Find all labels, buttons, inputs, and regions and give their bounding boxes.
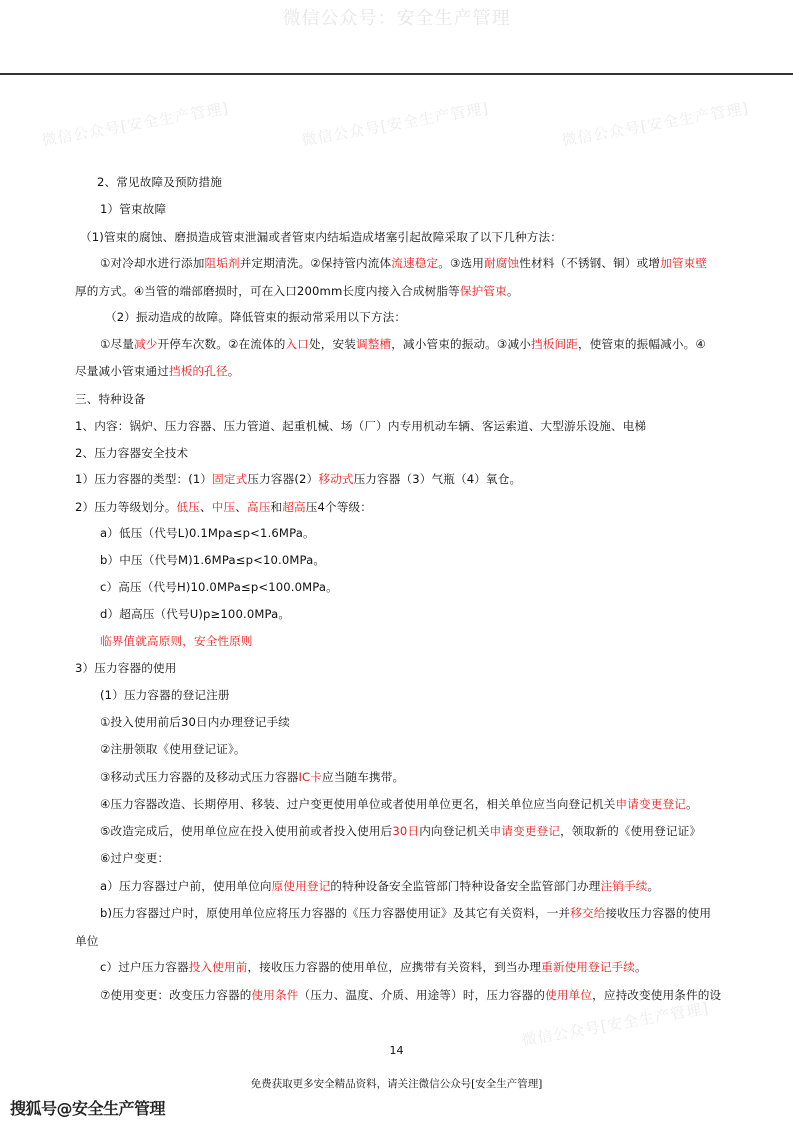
text-line bbox=[100, 742, 246, 756]
text-line bbox=[100, 770, 404, 784]
text-line bbox=[75, 284, 519, 298]
text-segment: 的特种设备安全监管部门特种设备安全监管部门办理 bbox=[330, 879, 601, 893]
highlighted-text: 固定式 bbox=[212, 472, 248, 486]
text-line bbox=[75, 419, 646, 433]
text-segment: 。③选用 bbox=[438, 256, 484, 270]
text-segment: 应当随车携带。 bbox=[322, 770, 405, 784]
text-segment: （2）振动造成的故障。降低管束的振动常采用以下方法： bbox=[105, 310, 407, 324]
text-segment: b)压力容器过户时，原使用单位应将压力容器的《压力容器使用证》及其它有关资料，一并 bbox=[100, 906, 571, 920]
text-line bbox=[100, 715, 290, 729]
text-segment: 压力容器(2） bbox=[247, 472, 319, 486]
text-line bbox=[75, 500, 372, 514]
text-line bbox=[100, 906, 711, 920]
text-segment: （1)管束的腐蚀、磨损造成管束泄漏或者管束内结垢造成堵塞引起故障采取了以下几种方法： bbox=[80, 230, 562, 244]
text-segment: 2、常见故障及预防措施 bbox=[97, 175, 222, 189]
text-segment: a）压力容器过户前，使用单位向 bbox=[100, 879, 272, 893]
text-segment: ①尽量 bbox=[100, 337, 135, 351]
text-line bbox=[75, 392, 145, 406]
text-line bbox=[100, 797, 698, 811]
highlighted-text: 中压 bbox=[211, 500, 236, 514]
text-segment: ，接收压力容器的使用单位，应携带有关资料，到当办理 bbox=[247, 960, 542, 974]
text-line bbox=[100, 256, 707, 270]
text-line bbox=[100, 851, 169, 865]
text-line bbox=[75, 661, 176, 675]
text-segment: 压4个等级： bbox=[305, 500, 372, 514]
text-line bbox=[100, 988, 721, 1002]
text-line bbox=[100, 607, 290, 621]
text-segment: 处，安装 bbox=[309, 337, 356, 351]
text-segment: c）高压（代号H)10.0MPa≤p<100.0MPa。 bbox=[100, 580, 338, 594]
text-segment: (1）压力容器的登记注册 bbox=[100, 688, 230, 702]
highlighted-text: 低压 bbox=[176, 500, 200, 514]
highlighted-text: 挡板间距 bbox=[530, 337, 578, 351]
text-line bbox=[100, 879, 659, 893]
highlighted-text: IC卡 bbox=[298, 770, 323, 784]
text-line bbox=[100, 553, 325, 567]
text-segment: 厚的方式。④当管的端部磨损时，可在入口200mm长度内接入合成树脂等 bbox=[75, 284, 460, 298]
text-segment: d）超高压（代号U)p≥100.0MPa。 bbox=[100, 607, 291, 621]
text-line bbox=[75, 364, 239, 378]
watermark-text: 微信公众号[安全生产管理] bbox=[40, 99, 231, 150]
highlighted-text: 注销手续 bbox=[600, 879, 648, 893]
text-segment: ④压力容器改造、长期停用、移装、过户变更使用单位或者使用单位更名，相关单位应当向登记机关 bbox=[100, 797, 616, 811]
highlighted-text: 使用单位 bbox=[545, 988, 593, 1002]
text-segment: 和 bbox=[270, 500, 283, 514]
highlighted-text: 阻垢剂 bbox=[204, 256, 240, 270]
text-line bbox=[100, 960, 647, 974]
highlighted-text: 挡板的孔径 bbox=[168, 364, 228, 378]
highlighted-text: 流速稳定 bbox=[391, 256, 439, 270]
text-segment: ，应持改变使用条件的设 bbox=[592, 988, 722, 1002]
text-segment: 。 bbox=[647, 879, 660, 893]
text-segment: （压力、温度、介质、用途等）时，压力容器的 bbox=[298, 988, 546, 1002]
text-segment: 2）压力等级划分。 bbox=[75, 500, 177, 514]
text-segment: ③移动式压力容器的及移动式压力容器 bbox=[100, 770, 299, 784]
text-segment: ，领取新的《使用登记证》 bbox=[560, 824, 702, 838]
text-segment: ①对冷却水进行添加 bbox=[100, 256, 205, 270]
highlighted-text: 移动式 bbox=[318, 472, 354, 486]
text-line bbox=[100, 824, 701, 838]
text-line bbox=[100, 337, 706, 351]
text-line bbox=[105, 310, 406, 324]
text-segment: 。 bbox=[227, 364, 240, 378]
text-segment: ⑦使用变更：改变压力容器的 bbox=[100, 988, 252, 1002]
page-number: 14 bbox=[389, 1044, 404, 1057]
text-segment: 3）压力容器的使用 bbox=[75, 661, 177, 675]
text-segment: c）过户压力容器 bbox=[100, 960, 189, 974]
text-segment: 。 bbox=[635, 960, 647, 974]
header-divider bbox=[0, 73, 793, 75]
text-line bbox=[97, 175, 222, 189]
text-line bbox=[75, 446, 188, 460]
highlighted-text: 投入使用前 bbox=[188, 960, 248, 974]
highlighted-text: 申请变更登记 bbox=[489, 824, 561, 838]
highlighted-text: 减少 bbox=[134, 337, 158, 351]
text-segment: 开停车次数。②在流体的 bbox=[157, 337, 286, 351]
highlighted-text: 高压 bbox=[246, 500, 271, 514]
text-line bbox=[100, 526, 315, 540]
text-segment: ，使管束的振幅减小。④ bbox=[577, 337, 706, 351]
sohu-watermark: 搜狐号@安全生产管理 bbox=[10, 1099, 166, 1118]
text-segment: 1）管束故障 bbox=[100, 202, 167, 216]
highlighted-text: 重新使用登记手续 bbox=[541, 960, 636, 974]
text-segment: ⑥过户变更： bbox=[100, 851, 170, 865]
text-segment: 性材料（不锈钢、铜）或增 bbox=[519, 256, 661, 270]
text-segment: ⑤改造完成后，使用单位应在投入使用前或者投入使用后 bbox=[100, 824, 393, 838]
watermark-text: 微信公众号[安全生产管理] bbox=[520, 999, 711, 1050]
text-segment: 1）压力容器的类型：(1） bbox=[75, 472, 213, 486]
highlighted-text: 临界值就高原则，安全性原则 bbox=[100, 634, 253, 648]
highlighted-text: 申请变更登记 bbox=[615, 797, 686, 811]
highlighted-text: 入口 bbox=[285, 337, 310, 351]
highlighted-text: 30日 bbox=[392, 824, 420, 838]
highlighted-text: 加管束壁 bbox=[660, 256, 708, 270]
text-segment: ②注册领取《使用登记证》。 bbox=[100, 742, 246, 756]
highlighted-text: 使用条件 bbox=[251, 988, 299, 1002]
text-segment: 内向登记机关 bbox=[419, 824, 490, 838]
text-line bbox=[80, 230, 562, 244]
text-segment: 2、压力容器安全技术 bbox=[75, 446, 189, 460]
text-line bbox=[100, 688, 230, 702]
watermark-text: 微信公众号[安全生产管理] bbox=[560, 99, 751, 150]
text-segment: 、 bbox=[199, 500, 212, 514]
text-segment: b）中压（代号M)1.6MPa≤p<10.0MPa。 bbox=[100, 553, 326, 567]
text-segment: 。 bbox=[686, 797, 698, 811]
text-segment: ①投入使用前后30日内办理登记手续 bbox=[100, 715, 291, 729]
text-line bbox=[100, 580, 338, 594]
highlighted-text: 调整槽 bbox=[356, 337, 392, 351]
text-line bbox=[100, 634, 253, 648]
watermark-text: 微信公众号[安全生产管理] bbox=[300, 99, 491, 150]
highlighted-text: 超高 bbox=[282, 500, 306, 514]
text-segment: 尽量减小管束通过 bbox=[75, 364, 169, 378]
text-segment: 压力容器（3）气瓶（4）氧仓。 bbox=[353, 472, 522, 486]
text-line bbox=[75, 934, 99, 948]
footer-text: 免费获取更多安全精品资料，请关注微信公众号[安全生产管理] bbox=[250, 1078, 543, 1090]
text-segment: ，减小管束的振动。③减小 bbox=[391, 337, 531, 351]
text-segment: 、 bbox=[235, 500, 247, 514]
text-segment: a）低压（代号L)0.1Mpa≤p<1.6MPa。 bbox=[100, 526, 315, 540]
text-segment: 并定期清洗。②保持管内流体 bbox=[239, 256, 392, 270]
text-line bbox=[75, 472, 521, 486]
text-segment: 接收压力容器的使用 bbox=[605, 906, 712, 920]
highlighted-text: 原使用登记 bbox=[271, 879, 331, 893]
text-line bbox=[100, 202, 166, 216]
text-segment: 三、特种设备 bbox=[75, 392, 146, 406]
text-segment: 1、内容：锅炉、压力容器、压力管道、起重机械、场（厂）内专用机动车辆、客运索道、大型游乐设施、电梯 bbox=[75, 419, 647, 433]
highlighted-text: 耐腐蚀 bbox=[483, 256, 520, 270]
text-segment: 单位 bbox=[75, 934, 99, 948]
text-segment: 。 bbox=[506, 284, 519, 298]
highlighted-text: 保护管束 bbox=[459, 284, 507, 298]
highlighted-text: 移交给 bbox=[570, 906, 606, 920]
header-watermark: 微信公众号：安全生产管理 bbox=[282, 8, 511, 29]
